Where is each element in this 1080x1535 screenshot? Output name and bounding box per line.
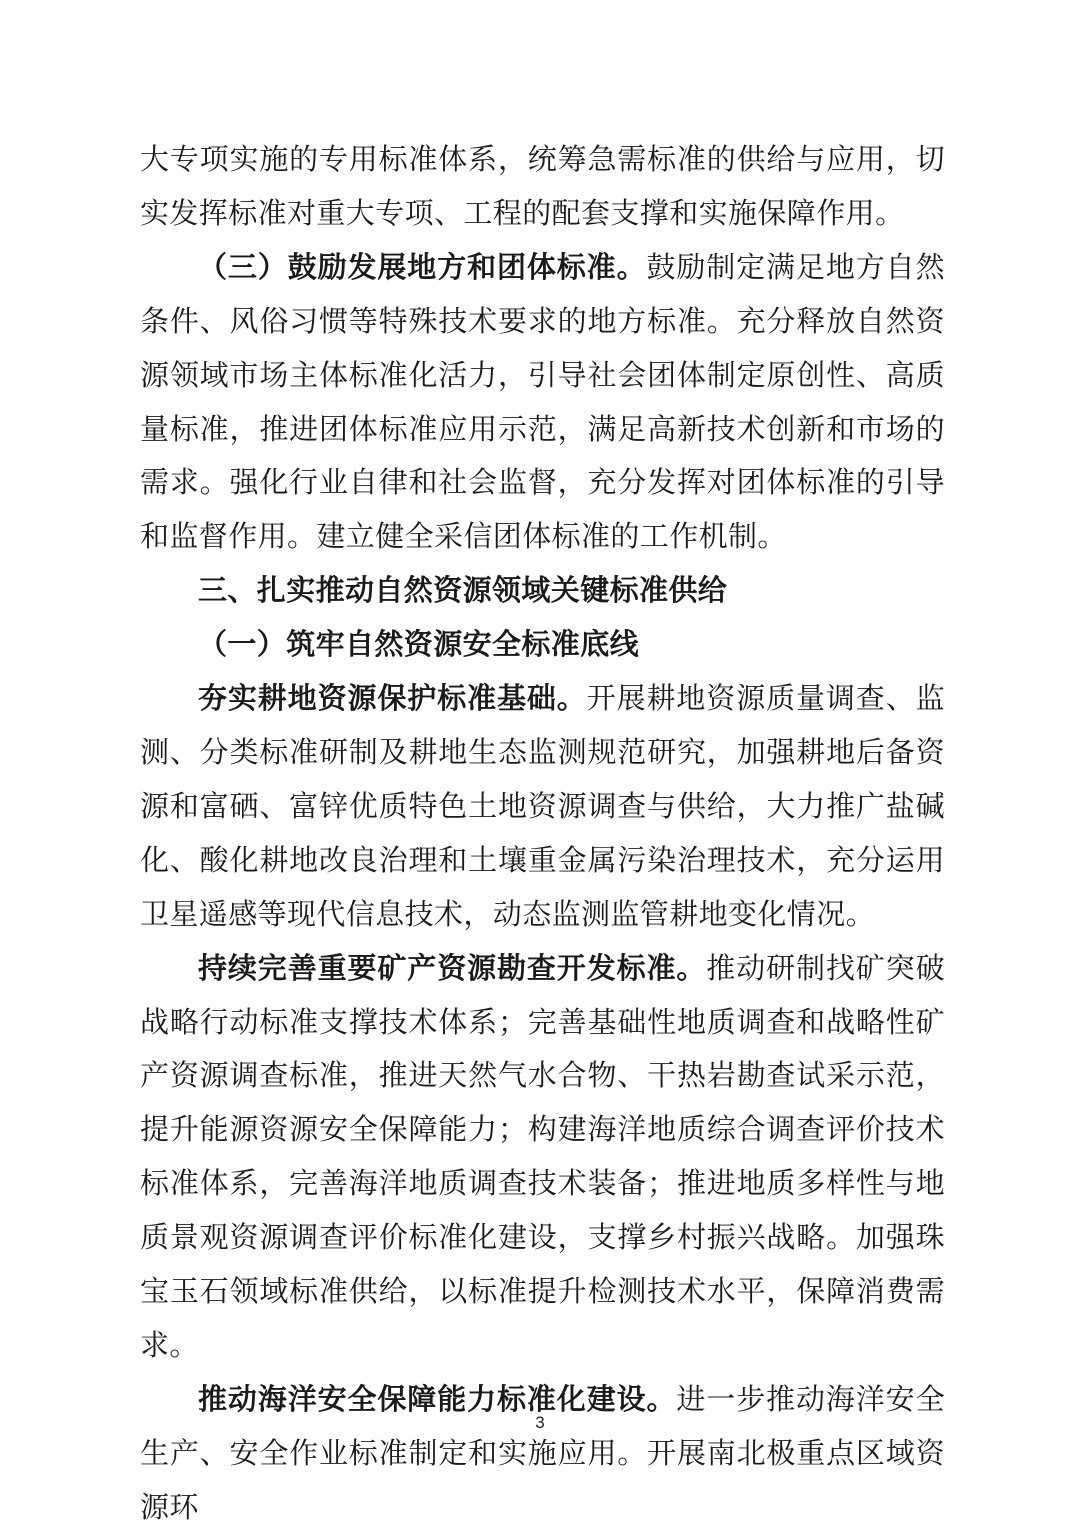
paragraph-lead: 推动海洋安全保障能力标准化建设。 <box>198 1381 677 1416</box>
section-heading: 三、扎实推动自然资源领域关键标准供给 <box>198 573 728 608</box>
subsection-heading: （一）筑牢自然资源安全标准底线 <box>198 627 640 662</box>
paragraph-lead: （三）鼓励发展地方和团体标准。 <box>198 249 647 284</box>
document-body <box>140 133 945 1535</box>
paragraph-text: 推动研制找矿突破战略行动标准支撑技术体系；完善基础性地质调查和战略性矿产资源调查标准，推进天然气水合物、干热岩勘查试采示范，提升能源资源安全保障能力；构建海洋地质综合调查评价技术标准体系，完善海洋地质调查技术装备；推进地质多样性与地质景观资源调查评价标准化建设，支撑乡村振兴战略。加强珠宝玉石领域标准供给，以标准提升检测技术水平，保障消费需求。 <box>140 950 945 1362</box>
paragraph-marine <box>140 1373 945 1535</box>
paragraph-farmland <box>140 672 945 942</box>
paragraph-mineral <box>140 942 945 1373</box>
paragraph-text: 进一步推动海洋安全生产、安全作业标准制定和实施应用。开展南北极重点区域资源环 <box>140 1381 945 1524</box>
paragraph-lead: 夯实耕地资源保护标准基础。 <box>198 681 587 716</box>
paragraph-local-group-standards <box>140 241 945 564</box>
page-number: 3 <box>535 1413 545 1432</box>
paragraph-continued <box>140 133 945 241</box>
paragraph-lead: 持续完善重要矿产资源勘查开发标准。 <box>198 950 707 985</box>
paragraph-text: 开展耕地资源质量调查、监测、分类标准研制及耕地生态监测规范研究，加强耕地后备资源和富硒、富锌优质特色土地资源调查与供给，大力推广盐碱化、酸化耕地改良治理和土壤重金属污染治理技术，充分运用卫星遥感等现代信息技术，动态监测监管耕地变化情况。 <box>140 681 945 931</box>
paragraph-text: 鼓励制定满足地方自然条件、风俗习惯等特殊技术要求的地方标准。充分释放自然资源领域市场主体标准化活力，引导社会团体制定原创性、高质量标准，推进团体标准应用示范，满足高新技术创新和市场的需求。强化行业自律和社会监督，充分发挥对团体标准的引导和监督作用。建立健全采信团体标准的工作机制。 <box>140 249 945 554</box>
paragraph-text: 大专项实施的专用标准体系，统筹急需标准的供给与应用，切实发挥标准对重大专项、工程的配套支撑和实施保障作用。 <box>140 142 945 230</box>
